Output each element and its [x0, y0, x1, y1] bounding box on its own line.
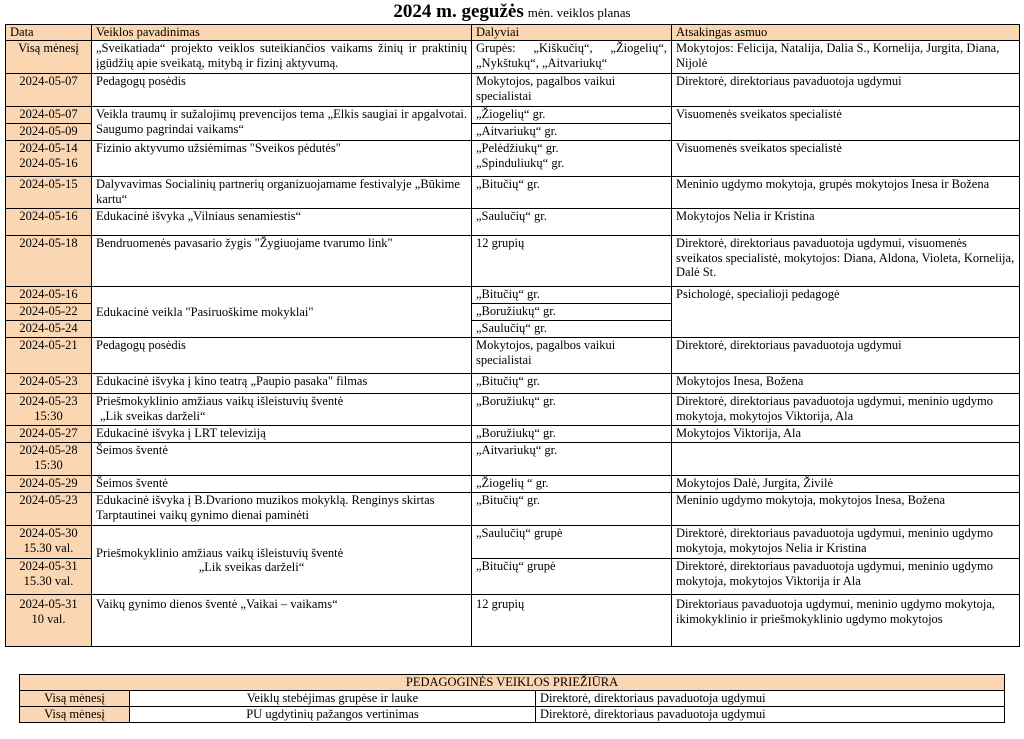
date-cell	[6, 595, 92, 647]
responsible-cell: Mokytojos Nelia ir Kristina	[672, 209, 1020, 236]
participants-cell: Grupės: „Kiškučių“, „Žiogelių“, „Nykštukų“, „Aitvariukų“	[472, 41, 672, 74]
table-row	[6, 526, 1020, 559]
responsible-cell: Direktorė, direktoriaus pavaduotoja ugdymui	[536, 707, 1005, 723]
activity-plan-table	[5, 24, 1020, 647]
participants-cell	[472, 141, 672, 177]
date-cell: 2024-05-22	[6, 304, 92, 321]
supervision-header-row	[20, 675, 1005, 691]
date-line: 2024-05-31	[19, 559, 78, 573]
date-line: 2024-05-14	[19, 141, 78, 155]
table-row	[6, 287, 1020, 304]
title-main: 2024 m. gegužės	[393, 1, 524, 22]
participants-cell: „Bitučių“ grupė	[472, 559, 672, 595]
date-cell: 2024-05-07	[6, 107, 92, 124]
activity-cell: Pedagogų posėdis	[92, 74, 472, 107]
responsible-cell: Mokytojos: Felicija, Natalija, Dalia S., Kornelija, Jurgita, Diana, Nijolė	[672, 41, 1020, 74]
responsible-cell: Direktorė, direktoriaus pavaduotoja ugdymui	[536, 691, 1005, 707]
activity-line: „Lik sveikas darželi“	[100, 408, 206, 423]
table-row	[6, 338, 1020, 374]
table-row	[6, 443, 1020, 476]
date-cell	[6, 443, 92, 476]
table-row	[6, 493, 1020, 526]
supervision-table	[19, 674, 1005, 723]
table-row	[20, 707, 1005, 723]
participants-cell: „Bitučių“ gr.	[472, 177, 672, 209]
date-cell: 2024-05-27	[6, 426, 92, 443]
time-line: 15:30	[34, 457, 63, 472]
responsible-cell: Direktorė, direktoriaus pavaduotoja ugdymui, visuomenės sveikatos specialistė, mokytojos: Diana, Aldona, Violeta, Kornelija, Dalė St.	[672, 236, 1020, 287]
activity-cell: Bendruomenės pavasario žygis "Žygiuojame tvarumo link"	[92, 236, 472, 287]
participants-cell: „Boružiukų“ gr.	[472, 394, 672, 426]
table-row	[6, 426, 1020, 443]
header-activity: Veiklos pavadinimas	[92, 25, 472, 41]
table-row	[6, 74, 1020, 107]
responsible-cell: Meninio ugdymo mokytoja, mokytojos Inesa, Božena	[672, 493, 1020, 526]
activity-cell: Edukacinė išvyka į B.Dvariono muzikos mokyklą. Renginys skirtas Tarptautinei vaikų gynimo dienai paminėti	[92, 493, 472, 526]
activity-cell: Fizinio aktyvumo užsiėmimas "Sveikos pėdutės"	[92, 141, 472, 177]
responsible-cell: Direktorė, direktoriaus pavaduotoja ugdymui, meninio ugdymo mokytoja, mokytojos Nelia ir Kristina	[672, 526, 1020, 559]
activity-cell: Dalyvavimas Socialinių partnerių organizuojamame festivalyje „Būkime kartu“	[92, 177, 472, 209]
activity-cell: Veiklų stebėjimas grupėse ir lauke	[130, 691, 536, 707]
activity-cell	[92, 526, 472, 595]
date-cell: Visą mėnesį	[6, 41, 92, 74]
participants-cell: „Žiogelių“ gr.	[472, 107, 672, 124]
date-cell	[6, 526, 92, 559]
date-cell: 2024-05-24	[6, 321, 92, 338]
date-cell: 2024-05-16	[6, 287, 92, 304]
date-line: 2024-05-16	[19, 155, 78, 170]
date-line: 2024-05-23	[19, 394, 78, 408]
participants-cell: „Saulučių“ grupė	[472, 526, 672, 559]
date-cell: 2024-05-07	[6, 74, 92, 107]
responsible-cell: Visuomenės sveikatos specialistė	[672, 107, 1020, 141]
participants-cell: „Žiogelių “ gr.	[472, 476, 672, 493]
table-row	[6, 41, 1020, 74]
participants-cell: „Bitučių“ gr.	[472, 493, 672, 526]
date-cell: Visą mėnesį	[20, 707, 130, 723]
participants-cell: 12 grupių	[472, 595, 672, 647]
responsible-cell	[672, 443, 1020, 476]
time-line: 15:30	[34, 408, 63, 423]
table-row	[6, 476, 1020, 493]
responsible-cell: Psichologė, specialioji pedagogė	[672, 287, 1020, 338]
responsible-cell: Direktorė, direktoriaus pavaduotoja ugdymui	[672, 338, 1020, 374]
time-line: 15.30 val.	[23, 573, 74, 588]
time-line: 10 val.	[31, 611, 66, 626]
date-cell: 2024-05-29	[6, 476, 92, 493]
table-row	[6, 177, 1020, 209]
participants-cell: „Boružiukų“ gr.	[472, 426, 672, 443]
activity-line: „Lik sveikas darželi“	[198, 560, 305, 574]
table-row	[6, 141, 1020, 177]
participants-cell: „Aitvariukų“ gr.	[472, 443, 672, 476]
page-title	[0, 0, 1024, 24]
date-cell: Visą mėnesį	[20, 691, 130, 707]
time-line: 15.30 val.	[23, 540, 74, 555]
participants-cell: „Aitvariukų“ gr.	[472, 124, 672, 141]
activity-cell: Šeimos šventė	[92, 443, 472, 476]
table-row	[6, 107, 1020, 124]
date-cell: 2024-05-23	[6, 374, 92, 394]
date-cell: 2024-05-21	[6, 338, 92, 374]
supervision-title: PEDAGOGINĖS VEIKLOS PRIEŽIŪRA	[20, 675, 1005, 691]
activity-cell: „Sveikatiada“ projekto veiklos suteikiančios vaikams žinių ir praktinių įgūdžių apie sveikatą, mitybą ir fizinį aktyvumą.	[92, 41, 472, 74]
activity-line: Priešmokyklinio amžiaus vaikų išleistuvių šventė	[96, 545, 344, 560]
date-cell	[6, 141, 92, 177]
participants-cell: „Bitučių“ gr.	[472, 374, 672, 394]
responsible-cell: Mokytojos Inesa, Božena	[672, 374, 1020, 394]
date-line: 2024-05-28	[19, 443, 78, 457]
table-row	[6, 595, 1020, 647]
responsible-cell: Direktorė, direktoriaus pavaduotoja ugdymui, meninio ugdymo mokytoja, mokytojos Viktorija, Ala	[672, 394, 1020, 426]
participants-cell: „Saulučių“ gr.	[472, 209, 672, 236]
date-cell: 2024-05-18	[6, 236, 92, 287]
activity-line: Priešmokyklinio amžiaus vaikų išleistuvių šventė	[96, 394, 344, 408]
participants-cell: „Bitučių“ gr.	[472, 287, 672, 304]
header-responsible: Atsakingas asmuo	[672, 25, 1020, 41]
header-participants: Dalyviai	[472, 25, 672, 41]
date-cell: 2024-05-23	[6, 493, 92, 526]
responsible-cell: Direktorė, direktoriaus pavaduotoja ugdymui, meninio ugdymo mokytoja, mokytojos Viktorija ir Ala	[672, 559, 1020, 595]
participant-line: „Spinduliukų“ gr.	[476, 155, 565, 170]
date-cell	[6, 394, 92, 426]
responsible-cell: Direktoriaus pavaduotoja ugdymui, meninio ugdymo mokytoja, ikimokyklinio ir priešmokyklinio ugdymo mokytojos	[672, 595, 1020, 647]
participants-cell: Mokytojos, pagalbos vaikui specialistai	[472, 338, 672, 374]
table-row	[20, 691, 1005, 707]
activity-cell: Pedagogų posėdis	[92, 338, 472, 374]
responsible-cell: Visuomenės sveikatos specialistė	[672, 141, 1020, 177]
date-cell: 2024-05-15	[6, 177, 92, 209]
date-cell	[6, 559, 92, 595]
participants-cell: 12 grupių	[472, 236, 672, 287]
date-line: 2024-05-30	[19, 526, 78, 540]
responsible-cell: Mokytojos Viktorija, Ala	[672, 426, 1020, 443]
activity-cell: Šeimos šventė	[92, 476, 472, 493]
date-cell: 2024-05-16	[6, 209, 92, 236]
date-cell: 2024-05-09	[6, 124, 92, 141]
responsible-cell: Direktorė, direktoriaus pavaduotoja ugdymui	[672, 74, 1020, 107]
participant-line: „Pelėdžiukų“ gr.	[476, 141, 559, 155]
responsible-cell: Mokytojos Dalė, Jurgita, Živilė	[672, 476, 1020, 493]
activity-cell	[92, 394, 472, 426]
activity-cell: Edukacinė išvyka „Vilniaus senamiestis“	[92, 209, 472, 236]
activity-cell: Edukacinė veikla "Pasiruoškime mokyklai"	[92, 287, 472, 338]
participants-cell: „Saulučių“ gr.	[472, 321, 672, 338]
table-header-row	[6, 25, 1020, 41]
date-line: 2024-05-31	[19, 597, 78, 611]
responsible-cell: Meninio ugdymo mokytoja, grupės mokytojos Inesa ir Božena	[672, 177, 1020, 209]
activity-cell: PU ugdytinių pažangos vertinimas	[130, 707, 536, 723]
table-row	[6, 374, 1020, 394]
participants-cell: „Boružiukų“ gr.	[472, 304, 672, 321]
table-row	[6, 394, 1020, 426]
table-row	[6, 209, 1020, 236]
header-date: Data	[6, 25, 92, 41]
activity-cell: Veikla traumų ir sužalojimų prevencijos tema „Elkis saugiai ir apgalvotai. Saugumo pagrindai vaikams“	[92, 107, 472, 141]
participants-cell: Mokytojos, pagalbos vaikui specialistai	[472, 74, 672, 107]
activity-cell: Edukacinė išvyka į LRT televiziją	[92, 426, 472, 443]
activity-cell: Edukacinė išvyka į kino teatrą „Paupio pasaka" filmas	[92, 374, 472, 394]
title-suffix: mėn. veiklos planas	[527, 5, 631, 20]
activity-cell: Vaikų gynimo dienos šventė „Vaikai – vaikams“	[92, 595, 472, 647]
table-row	[6, 236, 1020, 287]
